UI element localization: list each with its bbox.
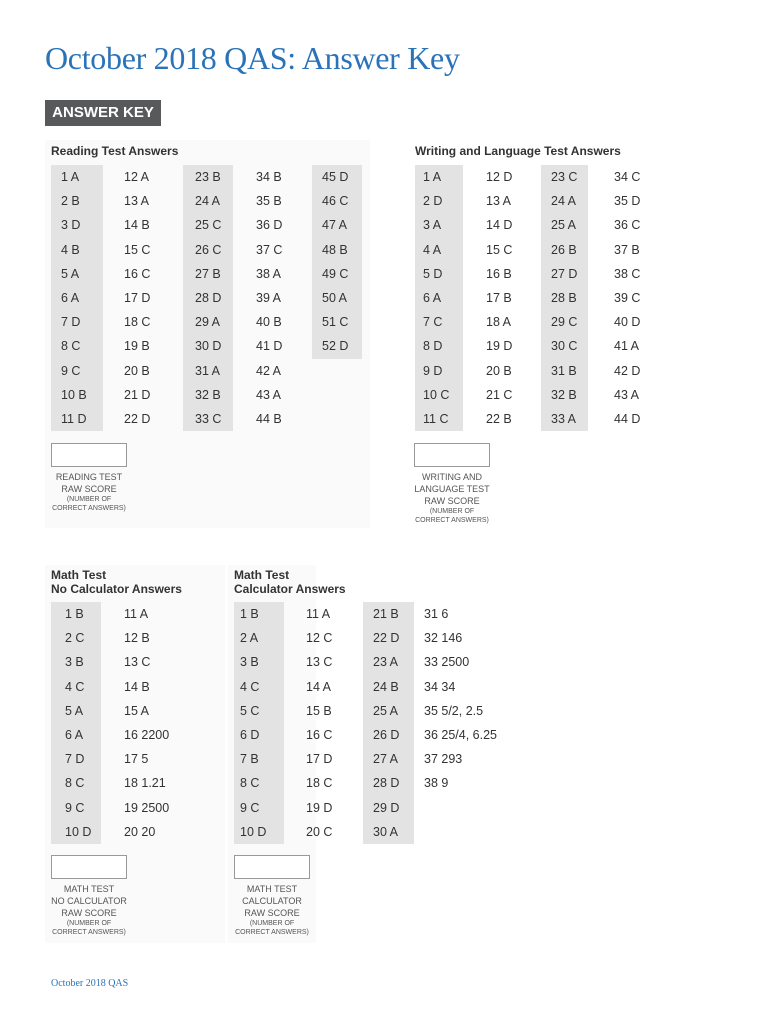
answer-cell: 18 C — [306, 776, 333, 791]
answer-cell: 13 A — [124, 194, 150, 209]
answer-cell: 28 B — [551, 290, 577, 305]
answer-cell: 1 B — [65, 607, 84, 621]
answer-cell: 43 A — [256, 387, 282, 402]
score-label-line: MATH TEST — [246, 884, 298, 894]
reading-raw-score-box[interactable] — [51, 443, 127, 467]
answer-cell: 12 B — [124, 631, 150, 646]
answer-cell: 37 293 — [424, 752, 463, 767]
answer-cell: 20 20 — [124, 824, 156, 839]
reading-col-2 — [118, 165, 168, 431]
answer-cell: 31 6 — [424, 607, 449, 621]
answer-cell: 7 D — [65, 752, 85, 767]
answer-cell: 48 B — [322, 242, 348, 257]
answer-cell: 6 D — [240, 727, 260, 742]
answer-cell: 44 B — [256, 411, 282, 426]
answer-cell: 25 A — [373, 703, 399, 718]
answer-cell: 6 A — [65, 727, 84, 742]
answer-cell: 37 B — [614, 242, 640, 257]
math-no-calc-raw-score-label — [45, 883, 133, 937]
writing-section-title: Writing and Language Test Answers — [415, 144, 621, 158]
math-calc-col-3 — [363, 602, 414, 844]
answer-cell: 1 B — [240, 607, 259, 621]
answer-cell: 3 B — [240, 655, 259, 670]
score-label-line: RAW SCORE — [244, 908, 300, 918]
answer-cell: 21 B — [373, 607, 399, 621]
answer-cell: 9 C — [65, 800, 85, 815]
answer-cell: 11 C — [423, 411, 449, 426]
answer-cell: 37 C — [256, 242, 283, 257]
answer-cell: 6 A — [61, 290, 80, 305]
answer-cell: 32 B — [195, 387, 221, 402]
answer-cell: 18 1.21 — [124, 776, 166, 791]
answer-cell: 38 A — [256, 266, 282, 281]
answer-cell: 52 D — [322, 339, 349, 354]
score-label-line: LANGUAGE TEST — [414, 484, 490, 494]
answer-cell: 13 C — [306, 655, 333, 670]
answer-cell: 17 D — [124, 290, 151, 305]
answer-cell: 26 B — [551, 242, 577, 257]
answer-cell: 41 A — [614, 339, 640, 354]
answer-cell: 34 B — [256, 170, 282, 184]
answer-cell: 31 A — [195, 363, 221, 378]
answer-cell: 16 B — [486, 266, 512, 281]
answer-cell: 30 C — [551, 339, 578, 354]
answer-cell: 40 D — [614, 315, 641, 330]
math-no-calc-col-2 — [118, 602, 193, 844]
answer-cell: 11 D — [61, 411, 87, 426]
answer-cell: 32 146 — [424, 631, 463, 646]
answer-cell: 24 A — [195, 194, 221, 209]
answer-cell: 5 D — [423, 266, 443, 281]
answer-cell: 31 B — [551, 363, 577, 378]
answer-cell: 16 C — [306, 727, 333, 742]
answer-cell: 10 B — [61, 387, 87, 402]
answer-cell: 46 C — [322, 194, 349, 209]
answer-cell: 28 D — [195, 290, 222, 305]
answer-cell: 16 C — [124, 266, 151, 281]
answer-cell: 9 C — [240, 800, 260, 815]
reading-col-1 — [51, 165, 103, 431]
answer-cell: 4 A — [423, 242, 442, 257]
score-label-line: READING TEST — [55, 472, 123, 482]
math-calc-title — [234, 568, 346, 596]
answer-cell: 14 A — [306, 679, 332, 694]
answer-cell: 20 B — [486, 363, 512, 378]
answer-cell: 23 B — [195, 170, 221, 184]
answer-cell: 15 A — [124, 703, 150, 718]
answer-cell: 17 5 — [124, 752, 149, 767]
answer-cell: 10 C — [423, 387, 450, 402]
math-no-calc-title-line-2: No Calculator Answers — [51, 582, 182, 596]
answer-cell: 23 C — [551, 170, 578, 184]
answer-cell: 5 C — [240, 703, 260, 718]
reading-raw-score-label — [45, 471, 133, 513]
answer-cell: 20 C — [306, 824, 333, 839]
score-label-line: WRITING AND — [422, 472, 482, 482]
math-calc-title-line-2: Calculator Answers — [234, 582, 346, 596]
math-no-calc-title — [51, 568, 182, 596]
answer-cell: 34 C — [614, 170, 641, 184]
answer-cell: 10 D — [240, 824, 267, 839]
answer-cell: 19 D — [486, 339, 513, 354]
answer-cell: 12 D — [486, 170, 513, 184]
answer-cell: 25 A — [551, 218, 577, 233]
answer-cell: 28 D — [373, 776, 400, 791]
answer-cell: 14 B — [124, 679, 150, 694]
score-label-line: RAW SCORE — [61, 908, 117, 918]
answer-cell: 36 25/4, 6.25 — [424, 727, 497, 742]
answer-cell: 21 C — [486, 387, 513, 402]
answer-cell: 7 B — [240, 752, 259, 767]
answer-cell: 32 B — [551, 387, 577, 402]
answer-cell: 38 9 — [424, 776, 449, 791]
math-calc-col-4 — [420, 602, 530, 796]
answer-cell: 16 2200 — [124, 727, 170, 742]
answer-cell: 17 B — [486, 290, 512, 305]
math-no-calc-raw-score-box[interactable] — [51, 855, 127, 879]
math-calc-col-1 — [234, 602, 284, 844]
reading-col-3 — [183, 165, 233, 431]
answer-cell: 35 5/2, 2.5 — [424, 703, 484, 718]
score-label-line: CALCULATOR — [242, 896, 302, 906]
answer-cell: 19 D — [306, 800, 333, 815]
answer-cell: 44 D — [614, 411, 641, 426]
reading-col-5 — [312, 165, 362, 359]
answer-cell: 35 D — [614, 194, 641, 209]
writing-col-2 — [478, 165, 533, 431]
reading-col-4 — [248, 165, 298, 431]
answer-cell: 19 B — [124, 339, 150, 354]
answer-cell: 10 D — [65, 824, 92, 839]
score-label-subline: (NUMBER OF — [66, 496, 112, 503]
answer-cell: 8 C — [65, 776, 85, 791]
answer-cell: 43 A — [614, 387, 640, 402]
page-title: October 2018 QAS: Answer Key — [45, 40, 460, 76]
answer-cell: 27 B — [195, 266, 221, 281]
answer-cell: 9 C — [61, 363, 81, 378]
answer-cell: 24 A — [551, 194, 577, 209]
answer-cell: 18 A — [486, 315, 512, 330]
answer-cell: 5 A — [65, 703, 84, 718]
answer-cell: 2 B — [61, 194, 80, 209]
answer-cell: 23 A — [373, 655, 399, 670]
answer-cell: 49 C — [322, 266, 349, 281]
answer-cell: 1 A — [61, 170, 80, 184]
writing-col-4 — [606, 165, 656, 431]
score-label-line: MATH TEST — [63, 884, 115, 894]
answer-cell: 8 D — [423, 339, 443, 354]
answer-cell: 5 A — [61, 266, 80, 281]
answer-cell: 3 B — [65, 655, 84, 670]
answer-cell: 7 C — [423, 315, 443, 330]
math-no-calc-col-1 — [51, 602, 101, 844]
answer-cell: 2 D — [423, 194, 443, 209]
writing-col-1 — [415, 165, 463, 431]
answer-cell: 4 C — [65, 679, 85, 694]
answer-cell: 29 D — [373, 800, 400, 815]
score-label-line: NO CALCULATOR — [51, 896, 127, 906]
answer-cell: 33 C — [195, 411, 222, 426]
answer-cell: 27 A — [373, 752, 399, 767]
answer-cell: 41 D — [256, 339, 283, 354]
answer-cell: 15 B — [306, 703, 332, 718]
answer-cell: 14 D — [486, 218, 513, 233]
answer-cell: 22 B — [486, 411, 512, 426]
answer-cell: 2 A — [240, 631, 259, 646]
answer-cell: 17 D — [306, 752, 333, 767]
math-calc-raw-score-box[interactable] — [234, 855, 310, 879]
answer-cell: 2 C — [65, 631, 85, 646]
answer-cell: 13 C — [124, 655, 151, 670]
answer-cell: 38 C — [614, 266, 641, 281]
answer-cell: 8 C — [61, 339, 81, 354]
answer-cell: 3 D — [61, 218, 81, 233]
answer-cell: 14 B — [124, 218, 150, 233]
score-label-line: RAW SCORE — [61, 484, 117, 494]
answer-key-banner: ANSWER KEY — [45, 100, 161, 126]
answer-cell: 40 B — [256, 315, 282, 330]
math-calc-col-2 — [302, 602, 352, 844]
score-label-subline: CORRECT ANSWERS) — [415, 517, 489, 524]
writing-raw-score-box[interactable] — [414, 443, 490, 467]
answer-cell: 39 A — [256, 290, 282, 305]
answer-cell: 36 D — [256, 218, 283, 233]
answer-cell: 22 D — [124, 411, 151, 426]
answer-cell: 6 A — [423, 290, 442, 305]
answer-cell: 33 A — [551, 411, 577, 426]
answer-cell: 13 A — [486, 194, 512, 209]
answer-cell: 8 C — [240, 776, 260, 791]
score-label-subline: CORRECT ANSWERS) — [52, 505, 126, 512]
answer-cell: 47 A — [322, 218, 348, 233]
answer-cell: 35 B — [256, 194, 282, 209]
answer-cell: 9 D — [423, 363, 443, 378]
answer-cell: 20 B — [124, 363, 150, 378]
answer-cell: 24 B — [373, 679, 399, 694]
math-calc-raw-score-label — [228, 883, 316, 937]
answer-cell: 4 C — [240, 679, 260, 694]
answer-cell: 50 A — [322, 290, 348, 305]
answer-cell: 12 C — [306, 631, 333, 646]
reading-section-title: Reading Test Answers — [51, 144, 179, 158]
answer-cell: 25 C — [195, 218, 222, 233]
score-label-subline: (NUMBER OF — [249, 920, 295, 927]
answer-cell: 34 34 — [424, 679, 456, 694]
answer-cell: 39 C — [614, 290, 641, 305]
answer-cell: 19 2500 — [124, 800, 170, 815]
answer-cell: 42 A — [256, 363, 282, 378]
answer-cell: 21 D — [124, 387, 151, 402]
answer-cell: 33 2500 — [424, 655, 470, 670]
answer-cell: 1 A — [423, 170, 442, 184]
answer-cell: 4 B — [61, 242, 80, 257]
answer-cell: 7 D — [61, 315, 81, 330]
answer-cell: 11 A — [306, 607, 331, 621]
answer-cell: 26 D — [373, 727, 400, 742]
answer-cell: 30 D — [195, 339, 222, 354]
answer-cell: 15 C — [124, 242, 151, 257]
answer-cell: 45 D — [322, 170, 349, 184]
answer-cell: 36 C — [614, 218, 641, 233]
math-calc-title-line-1: Math Test — [234, 568, 290, 582]
math-no-calc-title-line-1: Math Test — [51, 568, 107, 582]
score-label-subline: (NUMBER OF — [66, 920, 112, 927]
answer-cell: 26 C — [195, 242, 222, 257]
score-label-subline: (NUMBER OF — [429, 508, 475, 515]
answer-cell: 51 C — [322, 315, 349, 330]
writing-raw-score-label — [408, 471, 496, 525]
answer-cell: 12 A — [124, 170, 150, 184]
score-label-subline: CORRECT ANSWERS) — [235, 929, 309, 936]
answer-cell: 27 D — [551, 266, 578, 281]
answer-cell: 42 D — [614, 363, 641, 378]
answer-cell: 3 A — [423, 218, 442, 233]
answer-cell: 22 D — [373, 631, 400, 646]
answer-cell: 18 C — [124, 315, 151, 330]
answer-cell: 11 A — [124, 607, 149, 621]
answer-cell: 15 C — [486, 242, 513, 257]
footer-label: October 2018 QAS — [51, 978, 129, 989]
answer-cell: 29 C — [551, 315, 578, 330]
score-label-subline: CORRECT ANSWERS) — [52, 929, 126, 936]
answer-cell: 30 A — [373, 824, 399, 839]
answer-cell: 29 A — [195, 315, 221, 330]
score-label-line: RAW SCORE — [424, 496, 480, 506]
writing-col-3 — [541, 165, 588, 431]
